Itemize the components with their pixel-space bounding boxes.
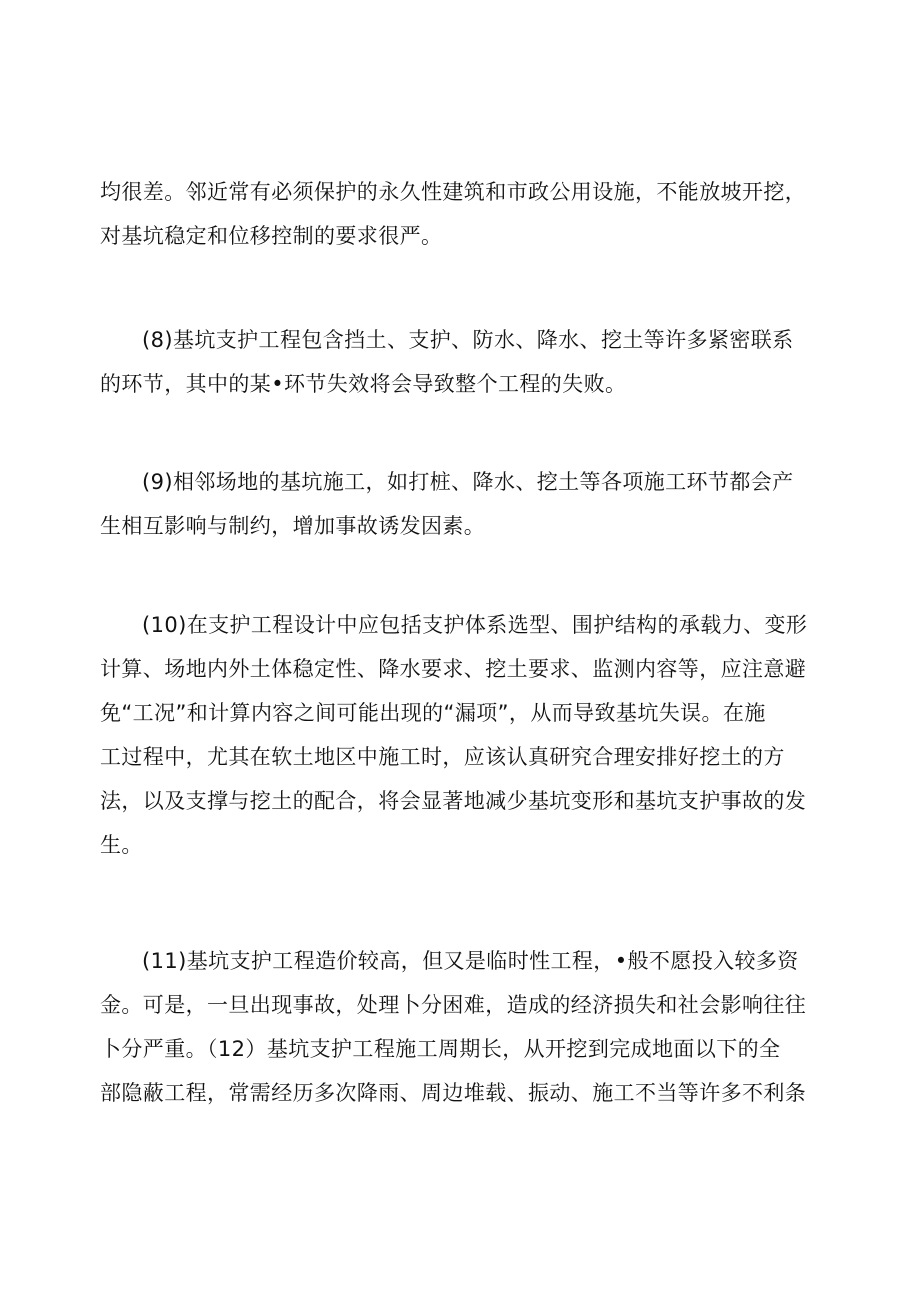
text-line: 法，以及支撑与挖土的配合，将会显著地减少基坑变形和基坑支护事故的发 [100,789,807,813]
text-line: 计算、场地内外土体稳定性、降水要求、挖土要求、监测内容等，应注意避 [100,657,807,681]
text-line: 对基坑稳定和位移控制的要求很严。 [100,224,443,248]
text-line: 均很差。邻近常有必须保护的永久性建筑和市政公用设施，不能放坡开挖， [100,180,807,204]
text-line: (11)基坑支护工程造价较高，但又是临时性工程，•般不愿投入较多资 [142,949,799,973]
text-line: (9)相邻场地的基坑施工，如打桩、降水、挖土等各项施工环节都会产 [142,470,794,494]
text-line: 部隐蔽工程，常需经历多次降雨、周边堆载、振动、施工不当等许多不利条 [100,1081,807,1105]
paragraph-continuation [100,170,820,258]
text-line: (8)基坑支护工程包含挡土、支护、防水、降水、挖土等许多紧密联系 [142,328,794,352]
text-line: 的环节，其中的某•环节失效将会导致整个工程的失败。 [100,372,627,396]
paragraph-item-8 [100,318,820,406]
paragraph-item-9 [100,460,820,548]
text-line: 工过程中，尤其在软土地区中施工时，应该认真研究合理安排好挖土的方 [100,745,785,769]
text-line: 免“工况”和计算内容之间可能出现的“漏项”，从而导致基坑失误。在施 [100,701,766,725]
text-line: 金。可是，一旦出现事故，处理卜分困难，造成的经济损失和社会影响往往 [100,993,807,1017]
text-line: (10)在支护工程设计中应包括支护体系选型、围护结构的承载力、变形 [142,613,808,637]
text-line: 生。 [100,833,143,857]
paragraph-item-10 [100,603,820,867]
text-line: 卜分严重。（12）基坑支护工程施工周期长，从开挖到完成地面以下的全 [100,1037,781,1061]
paragraph-item-11-12 [100,939,820,1115]
text-line: 生相互影响与制约，增加事故诱发因素。 [100,514,486,538]
